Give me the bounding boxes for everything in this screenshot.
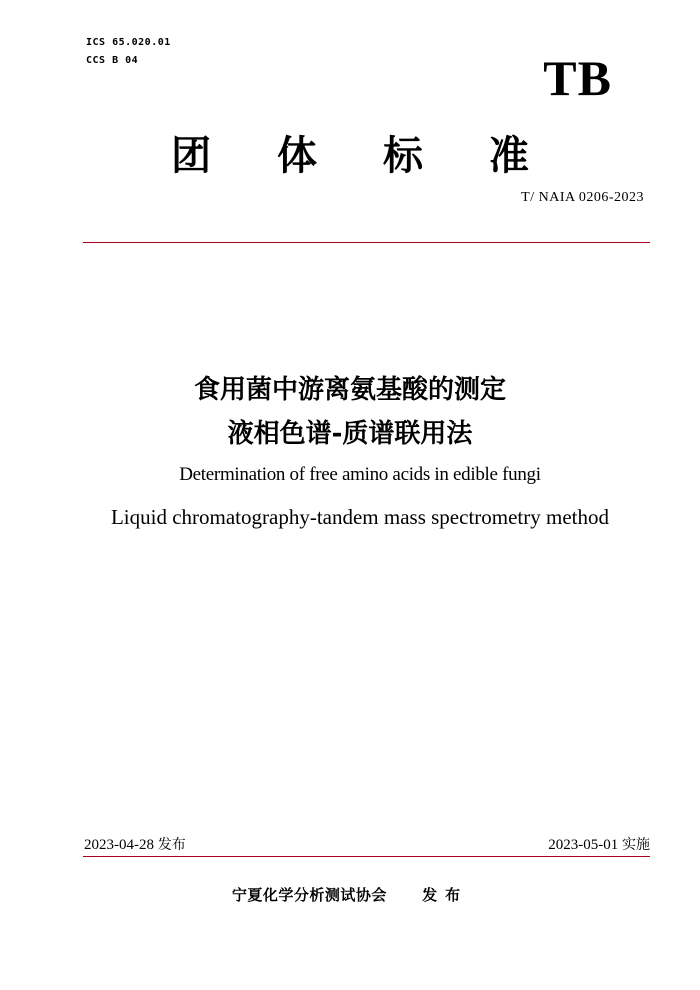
top-divider xyxy=(83,242,650,243)
ics-code: ICS 65.020.01 xyxy=(86,37,171,48)
ccs-code: CCS B 04 xyxy=(86,55,139,66)
standard-number: T/ NAIA 0206-2023 xyxy=(521,190,644,205)
issue-date-label: 发布 xyxy=(157,837,186,853)
issue-date-value: 2023-04-28 xyxy=(84,837,154,853)
publisher xyxy=(0,885,700,905)
implementation-date-label: 实施 xyxy=(622,837,650,853)
standard-type: 团 体 标 准 xyxy=(171,133,555,179)
publisher-action: 发布 xyxy=(422,886,469,904)
tb-logo: TB xyxy=(543,50,612,106)
implementation-date xyxy=(548,836,650,854)
bottom-divider xyxy=(83,856,650,857)
title-english-line-1: Determination of free amino acids in edible fungi xyxy=(179,464,541,485)
implementation-date-value: 2023-05-01 xyxy=(548,837,619,853)
title-chinese-line-1: 食用菌中游离氨基酸的测定 xyxy=(193,375,506,405)
title-chinese-line-2: 液相色谱-质谱联用法 xyxy=(227,419,473,449)
title-english-line-2: Liquid chromatography-tandem mass spectrometry method xyxy=(110,505,610,529)
publisher-name: 宁夏化学分析测试协会 xyxy=(231,886,387,904)
issue-date xyxy=(84,836,186,854)
